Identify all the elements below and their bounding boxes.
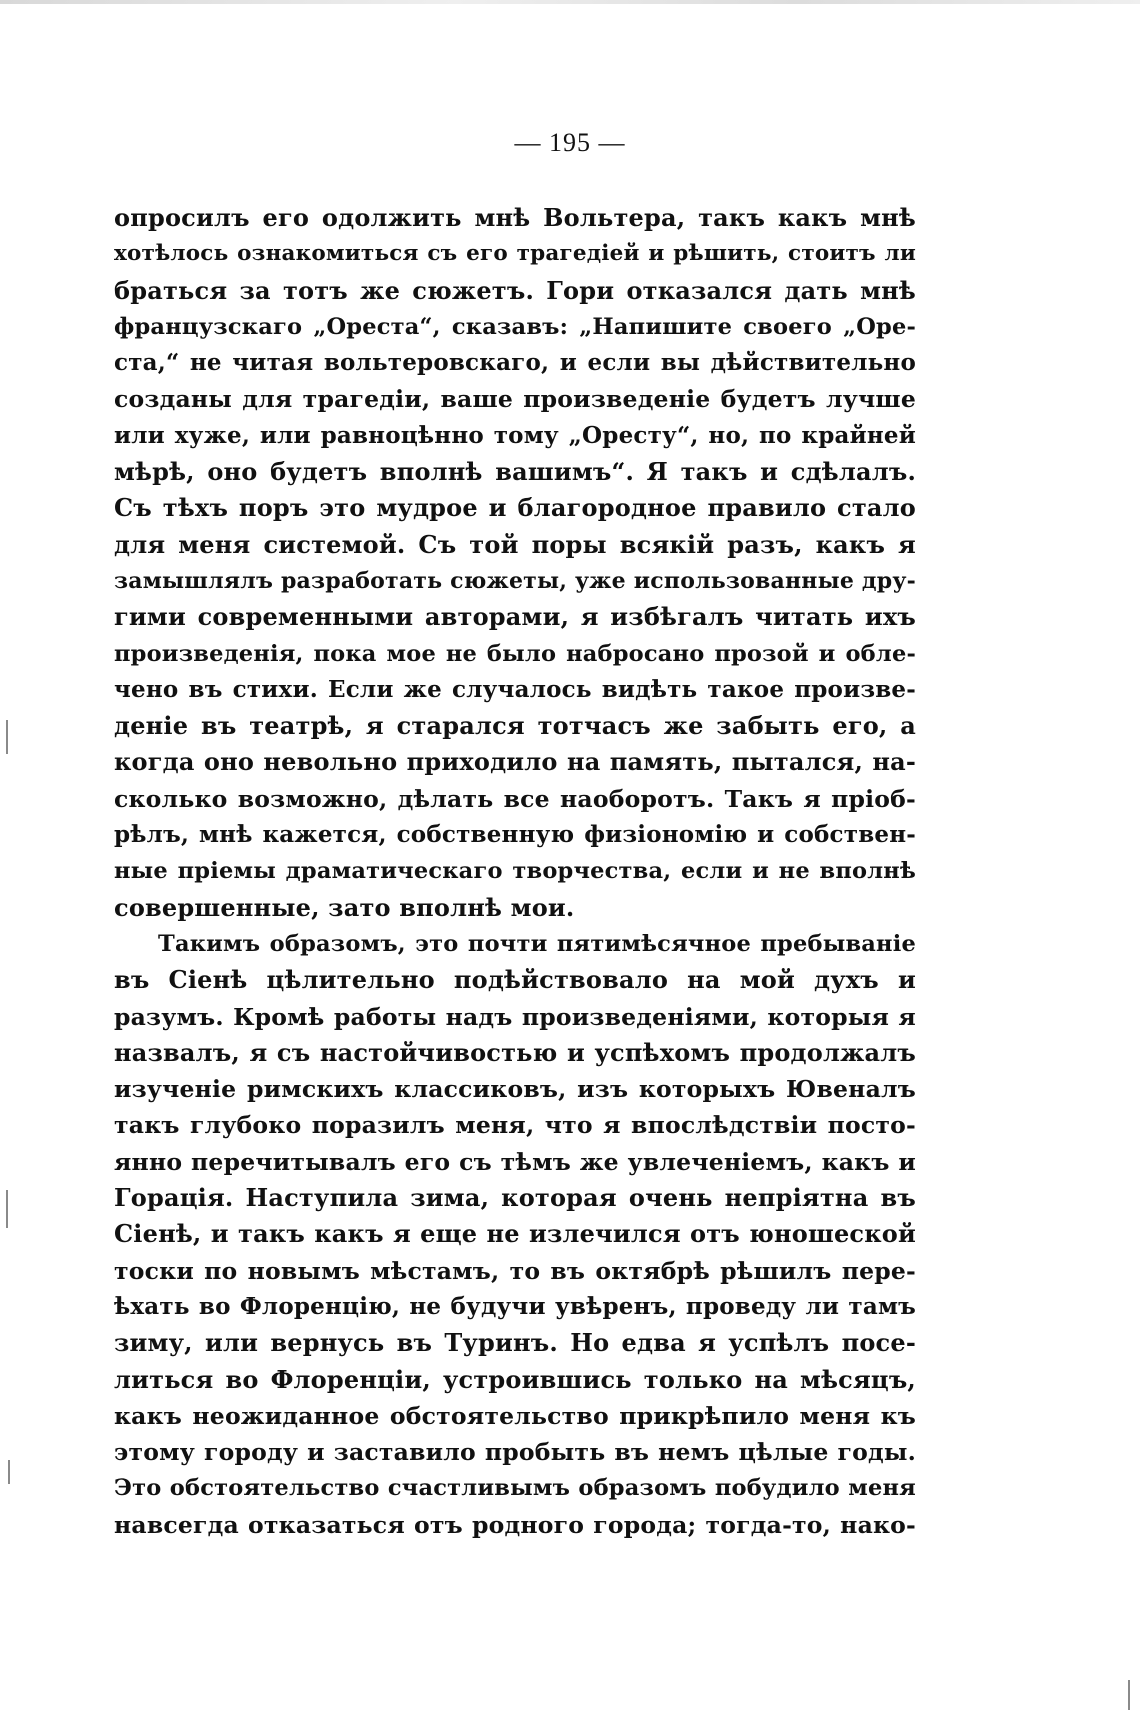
paragraph-2	[114, 926, 916, 1543]
scan-edge-top	[0, 0, 1140, 4]
text-line: Такимъ образомъ, это почти пятимѣсячное пребываніе	[158, 930, 916, 957]
text-line: Это обстоятельство счастливымъ образомъ побудило меня	[114, 1475, 916, 1502]
text-line: замышлялъ разработать сюжеты, уже использованные дру-	[114, 567, 916, 594]
text-line: въ Сіенѣ цѣлительно подѣйствовало на мой духъ и	[114, 965, 916, 995]
text-line: ные пріемы драматическаго творчества, если и не вполнѣ	[114, 858, 916, 885]
text-line: рѣлъ, мнѣ кажется, собственную физіономію и собствен-	[114, 821, 916, 849]
text-line: ѣхать во Флоренцію, не будучи увѣренъ, проведу ли тамъ	[114, 1292, 916, 1320]
text-line: зиму, или вернусь въ Туринъ. Но едва я успѣлъ посе-	[114, 1328, 916, 1358]
text-line: Съ тѣхъ поръ это мудрое и благородное правило стало	[114, 493, 916, 523]
scan-edge-mark	[1128, 1680, 1130, 1710]
text-line: этому городу и заставило пробыть въ немъ цѣлые годы.	[114, 1438, 916, 1467]
text-line: Сіенѣ, и такъ какъ я еще не излечился отъ юношеской	[114, 1219, 916, 1249]
text-line: для меня системой. Съ той поры всякій разъ, какъ я	[114, 529, 916, 559]
page-number: — 195 —	[514, 128, 626, 157]
text-line: разумъ. Кромѣ работы надъ произведеніями, которыя я	[114, 1002, 916, 1031]
text-line: тоски по новымъ мѣстамъ, то въ октябрѣ рѣшилъ пере-	[114, 1256, 916, 1285]
text-line: гими современными авторами, я избѣгалъ читать ихъ	[114, 602, 916, 632]
text-line: браться за тотъ же сюжетъ. Гори отказался дать мнѣ	[114, 275, 916, 305]
text-line: деніе въ театрѣ, я старался тотчасъ же забыть его, а	[114, 711, 916, 741]
text-line: произведенія, пока мое не было набросано прозой и обле-	[114, 640, 916, 667]
text-line: янно перечитывалъ его съ тѣмъ же увлеченіемъ, какъ и	[114, 1147, 916, 1176]
scan-edge-mark	[8, 1460, 10, 1484]
text-line: или хуже, или равноцѣнно тому „Оресту“, но, по крайней	[114, 421, 916, 449]
text-line: мѣрѣ, оно будетъ вполнѣ вашимъ“. Я такъ и сдѣлалъ.	[114, 457, 916, 487]
text-line: ста,“ не читая вольтеровскаго, и если вы дѣйствительно	[114, 349, 916, 377]
text-line: изученіе римскихъ классиковъ, изъ которыхъ Ювеналъ	[114, 1075, 916, 1104]
text-line: какъ неожиданное обстоятельство прикрѣпило меня къ	[114, 1401, 916, 1430]
text-line: такъ глубоко поразилъ меня, что я впослѣдствіи посто-	[114, 1111, 916, 1140]
text-line: Горація. Наступила зима, которая очень непріятна въ	[114, 1183, 916, 1213]
text-line: созданы для трагедіи, ваше произведеніе будетъ лучше	[114, 385, 916, 414]
text-line: литься во Флоренціи, устроившись только на мѣсяцъ,	[114, 1364, 916, 1394]
text-line: французскаго „Ореста“, сказавъ: „Напишите своего „Оре-	[114, 313, 916, 340]
scan-edge-mark	[6, 1190, 8, 1228]
scan-edge-mark	[6, 720, 8, 754]
text-line: опросилъ его одолжить мнѣ Вольтера, такъ какъ мнѣ	[114, 203, 916, 232]
text-line: совершенные, зато вполнѣ мои.	[114, 892, 575, 922]
text-line: назвалъ, я съ настойчивостью и успѣхомъ продолжалъ	[114, 1037, 916, 1067]
body-text	[114, 200, 916, 1543]
text-line: чено въ стихи. Если же случалось видѣть такое произве-	[114, 675, 916, 703]
text-line: сколько возможно, дѣлать все наоборотъ. Такъ я пріоб-	[114, 784, 916, 813]
text-line: хотѣлось ознакомиться съ его трагедіей и рѣшить, стоитъ ли	[114, 241, 916, 267]
paragraph-1	[114, 200, 916, 926]
text-line: когда оно невольно приходило на память, пытался, на-	[114, 747, 916, 777]
text-line: навсегда отказаться отъ родного города; тогда-то, нако-	[114, 1510, 916, 1539]
